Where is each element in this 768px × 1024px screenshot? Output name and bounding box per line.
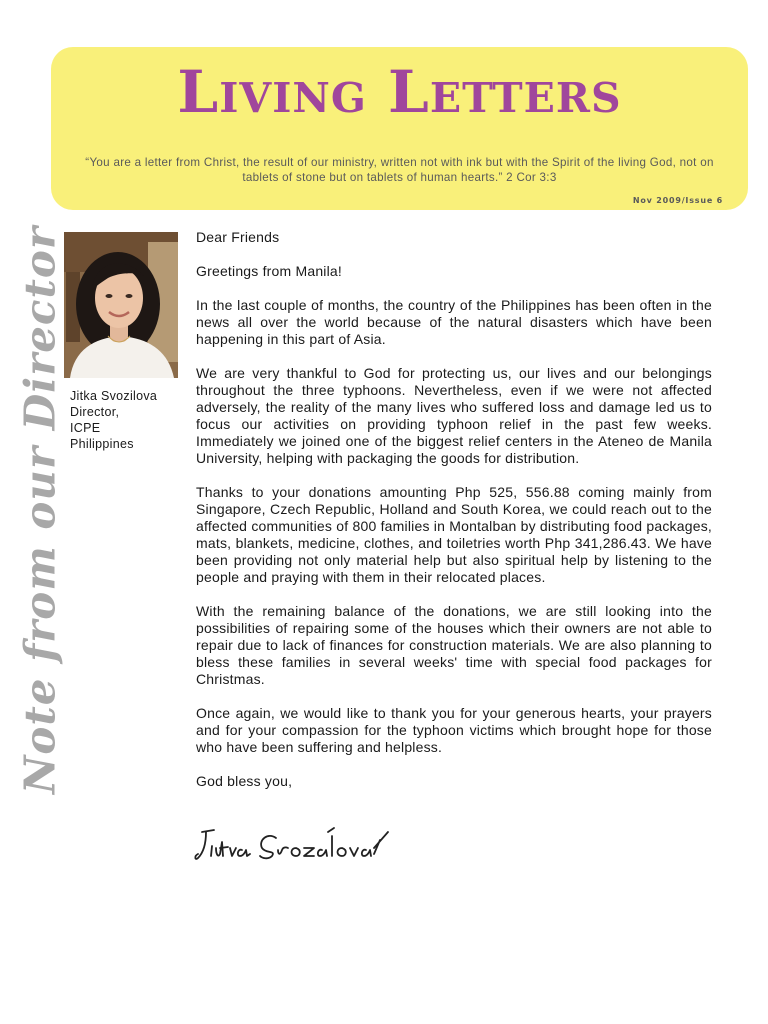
caption-name: Jitka Svozilova	[70, 389, 158, 403]
letter-paragraph: In the last couple of months, the country of the Philippines has been often in the news all over the world because of the natural disasters which have been happening in this part of Asia.	[196, 297, 712, 347]
caption-country: Philippines	[70, 437, 134, 451]
letter-paragraph: With the remaining balance of the donations, we are still looking into the possibilities of repairing some of the houses which their owners are not able to repair due to lack of finances for construction materials. We are also planning to bless these families in several weeks' time with special food packages for Christmas.	[196, 603, 712, 687]
newsletter-title: Living Letters	[177, 58, 622, 126]
signature-image	[192, 820, 392, 868]
letter-greeting: Greetings from Manila!	[196, 263, 343, 279]
scripture-quote: “You are a letter from Christ, the result of our ministry, written not with ink but with the Spirit of the living God, not on tablets of stone but on tablets of human hearts.” 2 Cor 3:3	[85, 156, 714, 184]
section-vertical-title: Note from our Director	[15, 225, 65, 795]
letter-paragraph: Thanks to your donations amounting Php 525, 556.88 coming mainly from Singapore, Czech Republic, Holland and South Korea, we could reach out to the affected communities of 800 families in Montalban by distributing food packages, mats, blankets, medicine, clothes, and toiletries worth Php 341,286.43. We have been providing not only material help but also spiritual help by listening to the people and praying with them in their relocated places.	[196, 484, 712, 585]
director-photo	[64, 232, 178, 378]
photo-caption	[70, 388, 157, 452]
letter-body	[196, 229, 712, 807]
portrait-image	[64, 232, 178, 378]
letter-paragraph: Once again, we would like to thank you for your generous hearts, your prayers and for your compassion for the typhoon victims which brought hope for those who have been suffering and helpless.	[196, 705, 712, 755]
letter-salutation: Dear Friends	[196, 229, 280, 245]
letter-paragraph: We are very thankful to God for protecting us, our lives and our belongings throughout the three typhoons. Nevertheless, even if we were not affected adversely, the reality of the many lives who suffered loss and damage led us to focus our activities on providing typhoon relief in the past few weeks. Immediately we joined one of the biggest relief centers in the Ateneo de Manila University, helping with packaging the goods for distribution.	[196, 365, 712, 466]
letter-closing: God bless you,	[196, 773, 293, 789]
handwritten-signature	[192, 820, 392, 868]
newsletter-banner	[51, 47, 748, 210]
caption-role: Director,	[70, 405, 120, 419]
caption-org: ICPE	[70, 421, 101, 435]
issue-label: Nov 2009/Issue 6	[632, 196, 723, 205]
